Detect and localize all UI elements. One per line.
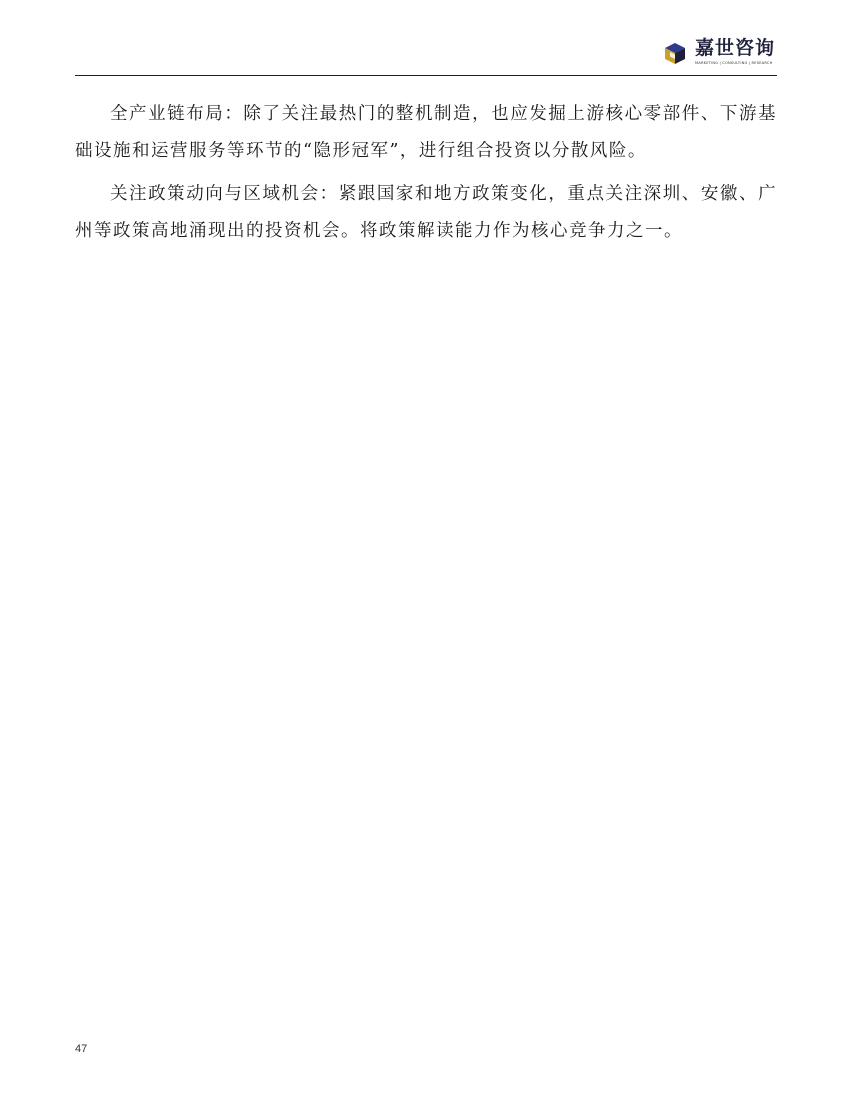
logo-tagline: MARKETING | CONSULTING | RESEARCH (694, 61, 773, 65)
logo-name: 嘉世咨询 (694, 37, 775, 59)
company-logo (661, 38, 775, 72)
header-divider (75, 75, 777, 76)
logo-mark-icon (661, 39, 689, 67)
paragraph-policy-region: 关注政策动向与区域机会：紧跟国家和地方政策变化，重点关注深圳、安徽、广州等政策高地涌现出的投资机会。将政策解读能力作为核心竞争力之一。 (75, 184, 777, 241)
page-header (75, 30, 777, 76)
document-body (75, 96, 777, 256)
page-number: 47 (75, 1043, 88, 1055)
paragraph-industry-chain: 全产业链布局：除了关注最热门的整机制造，也应发掘上游核心零部件、下游基础设施和运营服务等环节的“隐形冠军”，进行组合投资以分散风险。 (75, 104, 777, 161)
